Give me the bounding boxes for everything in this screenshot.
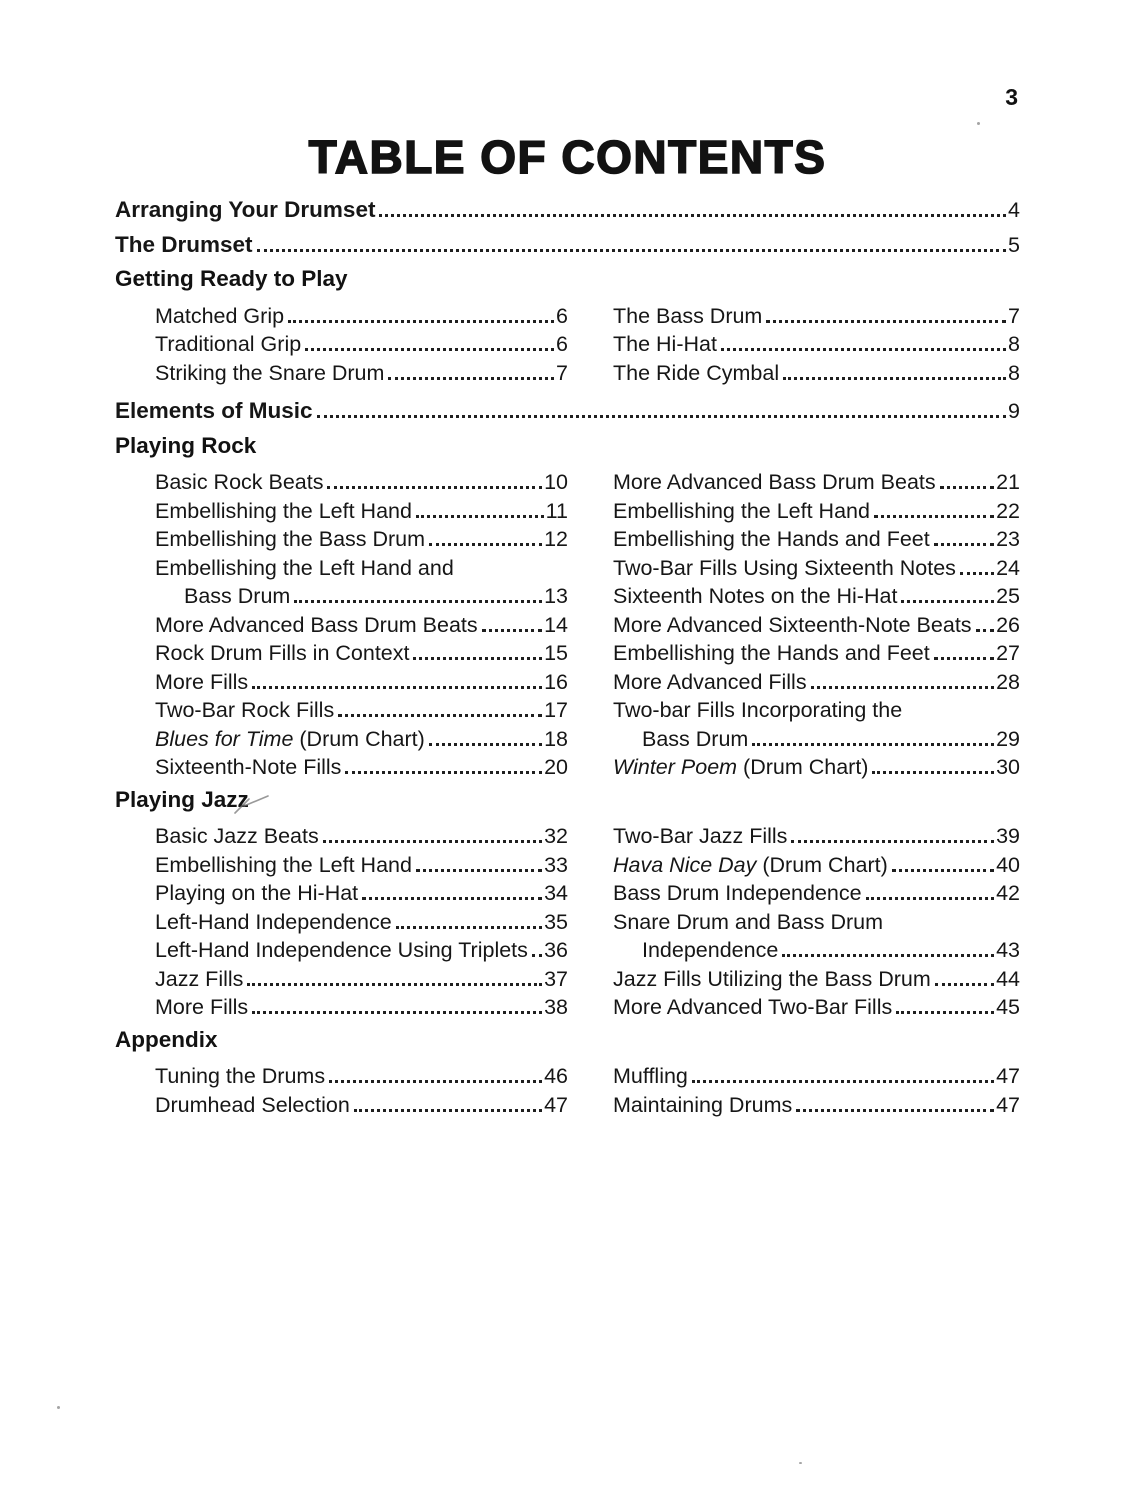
toc-leader [252,1011,542,1014]
toc-leader [940,486,994,489]
toc-entry-label: Tuning the Drums [155,1064,326,1088]
toc-entry-page: 14 [544,612,568,637]
toc-entry [155,908,568,937]
toc-entry [155,359,568,388]
toc-column-right [613,1062,1020,1119]
toc-entry-label: Independence [642,938,779,962]
toc-leader [532,954,542,957]
toc-entry-label: More Fills [155,669,249,694]
toc-entry-page: 36 [544,938,568,962]
toc-entry [155,611,568,640]
toc-leader [721,348,1006,351]
toc-entry-label: Maintaining Drums [613,1092,793,1117]
toc-leader [247,983,542,986]
toc-entry-page: 22 [996,498,1020,523]
toc-leader [305,348,554,351]
toc-entry-label: Embellishing the Left Hand and [155,555,454,580]
toc-entry-page: 18 [544,726,568,751]
toc-entry-page: 44 [996,966,1020,991]
toc-entry [155,330,568,359]
toc-entry-page: 43 [996,938,1020,962]
toc-entry-page: 20 [544,755,568,779]
toc-leader [288,320,554,323]
toc-entry [155,1091,568,1120]
toc-entry-page: 40 [996,852,1020,877]
toc-leader [782,954,994,957]
toc-entry-page: 17 [544,698,568,722]
toc-entry [115,231,1020,260]
toc-entry [613,1091,1020,1120]
toc-entry-label: Left-Hand Independence [155,909,392,934]
toc-entry-label: Two-Bar Jazz Fills [613,824,788,848]
toc-leader [329,1080,542,1083]
toc-leader [874,515,994,518]
toc-entry-page: 47 [996,1092,1020,1117]
toc-leader [413,657,542,660]
toc-entry-page: 30 [996,755,1020,779]
toc-columns [155,822,1020,1022]
scan-speck [57,1406,60,1409]
toc-entry-page: 25 [996,584,1020,608]
toc-leader [976,629,995,632]
toc-entry-label: Muffling [613,1064,688,1088]
toc-entry-label: Rock Drum Fills in Context [155,641,410,665]
toc-entry-label: Embellishing the Hands and Feet [613,527,930,551]
toc-entry-page: 42 [996,881,1020,905]
toc-entry-label: Jazz Fills [155,966,244,991]
toc-leader [866,897,994,900]
toc-entry-page: 37 [544,966,568,991]
toc-entry [613,525,1020,554]
toc-entry [155,936,568,965]
toc-leader [796,1109,994,1112]
toc-entry-title-italic: Blues for Time [155,726,294,751]
toc-entry [613,965,1020,994]
toc-leader [416,869,542,872]
toc-leader [354,1109,542,1112]
toc-leader [323,840,542,843]
toc-entry-page: 23 [996,527,1020,551]
toc-entry-page: 39 [996,824,1020,848]
toc-entry-page: 7 [1008,303,1020,328]
toc-entry-page: 33 [544,852,568,877]
toc-entry [155,639,568,668]
toc-entry [184,582,568,611]
toc-entry-label: The Bass Drum [613,303,763,328]
toc-entry [613,822,1020,851]
toc-entry-page: 15 [544,641,568,665]
toc-entry-page: 47 [544,1092,568,1117]
toc-entry-page: 29 [996,726,1020,751]
toc-entry-page: 21 [996,470,1020,494]
toc-columns [155,468,1020,782]
toc-entry [613,668,1020,697]
toc-entry-page: 16 [544,669,568,694]
toc-entry-page: 6 [556,332,568,356]
toc-entry-page: 27 [996,641,1020,665]
toc-leader [416,515,544,518]
table-of-contents [115,196,1020,1119]
toc-entry-label: More Advanced Fills [613,669,807,694]
toc-leader [294,600,542,603]
toc-leader [872,771,994,774]
toc-leader [752,743,994,746]
toc-entry-label: Embellishing the Bass Drum [155,527,426,551]
toc-entry-label: Striking the Snare Drum [155,360,385,385]
toc-entry [613,879,1020,908]
toc-leader [379,214,1006,217]
toc-entry-page: 10 [544,470,568,494]
toc-column-right [613,302,1020,388]
pencil-mark [232,793,274,816]
toc-entry [613,468,1020,497]
toc-entry-page: 34 [544,881,568,905]
scan-speck [799,1462,802,1464]
toc-entry-label: Two-Bar Rock Fills [155,698,335,722]
toc-entry-page: 5 [1008,232,1020,257]
toc-leader [388,377,554,380]
toc-entry-label: Basic Jazz Beats [155,824,319,848]
toc-entry-label: Elements of Music [115,398,313,423]
toc-leader [482,629,542,632]
toc-entry [155,753,568,782]
toc-entry-label: Bass Drum Independence [613,881,862,905]
toc-entry-page: 47 [996,1064,1020,1088]
toc-entry-label: More Advanced Two-Bar Fills [613,995,893,1019]
toc-entry [613,1062,1020,1091]
toc-entry-page: 45 [996,995,1020,1019]
toc-entry [155,822,568,851]
toc-entry [115,397,1020,426]
toc-entry-label: Embellishing the Left Hand [155,498,412,523]
page-content [115,82,1020,1121]
toc-leader [935,983,994,986]
toc-entry-page: 32 [544,824,568,848]
toc-entry-label: The Hi-Hat [613,332,717,356]
toc-section-heading: Playing Jazz [115,786,249,812]
page-title: TABLE OF CONTENTS [308,131,827,183]
toc-entry [613,330,1020,359]
toc-columns [155,302,1020,388]
toc-section-heading: Getting Ready to Play [115,266,348,291]
toc-leader [892,869,994,872]
toc-entry-page: 4 [1008,198,1020,222]
toc-entry-label: Sixteenth Notes on the Hi-Hat [613,584,898,608]
toc-entry-label: Hava Nice Day (Drum Chart) [613,852,888,877]
toc-entry-page: 7 [556,360,568,385]
toc-leader [338,714,542,717]
toc-leader [901,600,994,603]
toc-entry [155,497,568,526]
toc-entry-page: 6 [556,303,568,328]
toc-entry-label: Embellishing the Left Hand [155,852,412,877]
toc-entry-label: Traditional Grip [155,332,302,356]
toc-entry [642,725,1020,754]
toc-entry-page: 28 [996,669,1020,694]
toc-leader [257,249,1007,252]
toc-columns [155,1062,1020,1119]
toc-leader [766,320,1006,323]
toc-entry-label: More Advanced Bass Drum Beats [155,612,478,637]
toc-entry [155,696,568,725]
toc-entry [613,851,1020,880]
toc-entry [613,611,1020,640]
toc-section-heading: Appendix [115,1026,218,1052]
toc-entry-label: Embellishing the Left Hand [613,498,870,523]
toc-entry-label: More Advanced Sixteenth-Note Beats [613,612,972,637]
toc-entry-label: Drumhead Selection [155,1092,350,1117]
toc-leader [692,1080,994,1083]
toc-entry-label: Arranging Your Drumset [115,197,376,222]
toc-entry-label: Bass Drum [642,726,749,751]
toc-column-right [613,822,1020,1022]
toc-entry-page: 9 [1008,399,1020,423]
toc-entry [155,965,568,994]
toc-entry-label: Two-bar Fills Incorporating the [613,698,903,722]
toc-leader [791,840,994,843]
toc-entry-label: Jazz Fills Utilizing the Bass Drum [613,966,931,991]
toc-leader [429,543,542,546]
toc-leader [934,543,994,546]
toc-leader [317,415,1006,418]
toc-entry-label: Basic Rock Beats [155,470,324,494]
toc-entry [613,554,1020,583]
toc-column-left [155,468,568,782]
toc-entry [613,497,1020,526]
toc-entry [155,525,568,554]
toc-entry [155,993,568,1022]
toc-entry-title-italic: Winter Poem [613,755,738,779]
toc-entry [155,725,568,754]
toc-entry [613,582,1020,611]
toc-leader [396,926,542,929]
toc-entry [613,753,1020,782]
toc-leader [811,686,994,689]
toc-entry [115,196,1020,225]
toc-section-heading: Playing Rock [115,432,257,458]
toc-entry-label: Winter Poem (Drum Chart) [613,755,869,779]
toc-entry [613,302,1020,331]
toc-leader [362,897,542,900]
toc-leader [327,486,542,489]
toc-entry-label: Bass Drum [184,584,291,608]
toc-entry-label: Embellishing the Hands and Feet [613,641,930,665]
toc-entry-label: The Drumset [115,231,253,257]
toc-entry-page: 35 [544,909,568,934]
toc-leader [429,743,542,746]
toc-entry-label: Playing on the Hi-Hat [155,881,359,905]
toc-column-right [613,468,1020,782]
toc-leader [252,686,542,689]
toc-entry-label: Left-Hand Independence Using Triplets [155,938,528,962]
toc-entry-page: 38 [544,995,568,1019]
toc-entry-page: 46 [544,1064,568,1088]
toc-column-left [155,302,568,388]
toc-column-left [155,822,568,1022]
toc-entry-label: More Fills [155,995,249,1019]
toc-entry-label: Snare Drum and Bass Drum [613,909,884,934]
toc-entry-label: Matched Grip [155,303,285,328]
toc-leader [960,572,994,575]
toc-entry-label: The Ride Cymbal [613,360,780,385]
toc-entry-page: 12 [544,527,568,551]
toc-column-left [155,1062,568,1119]
toc-leader [783,377,1006,380]
toc-entry [155,879,568,908]
toc-entry-title-italic: Hava Nice Day [613,852,757,877]
toc-entry-label: More Advanced Bass Drum Beats [613,470,936,494]
toc-entry-label: Two-Bar Fills Using Sixteenth Notes [613,555,956,580]
toc-leader [896,1011,994,1014]
toc-entry-page: 11 [545,498,568,523]
toc-entry [613,359,1020,388]
toc-entry [155,668,568,697]
toc-leader [934,657,994,660]
toc-entry [155,1062,568,1091]
toc-entry [613,993,1020,1022]
toc-entry-page: 24 [996,555,1020,580]
toc-entry-page: 8 [1008,332,1020,356]
scan-speck [977,122,980,125]
toc-entry-label: Sixteenth-Note Fills [155,755,342,779]
toc-entry [642,936,1020,965]
toc-leader [345,771,542,774]
toc-entry-page: 26 [996,612,1020,637]
toc-entry [155,851,568,880]
page-number: 3 [1005,84,1018,110]
toc-entry [155,468,568,497]
toc-entry [155,302,568,331]
toc-entry [613,639,1020,668]
toc-entry-page: 13 [544,584,568,608]
toc-entry-page: 8 [1008,360,1020,385]
toc-entry-label: Blues for Time (Drum Chart) [155,726,425,751]
